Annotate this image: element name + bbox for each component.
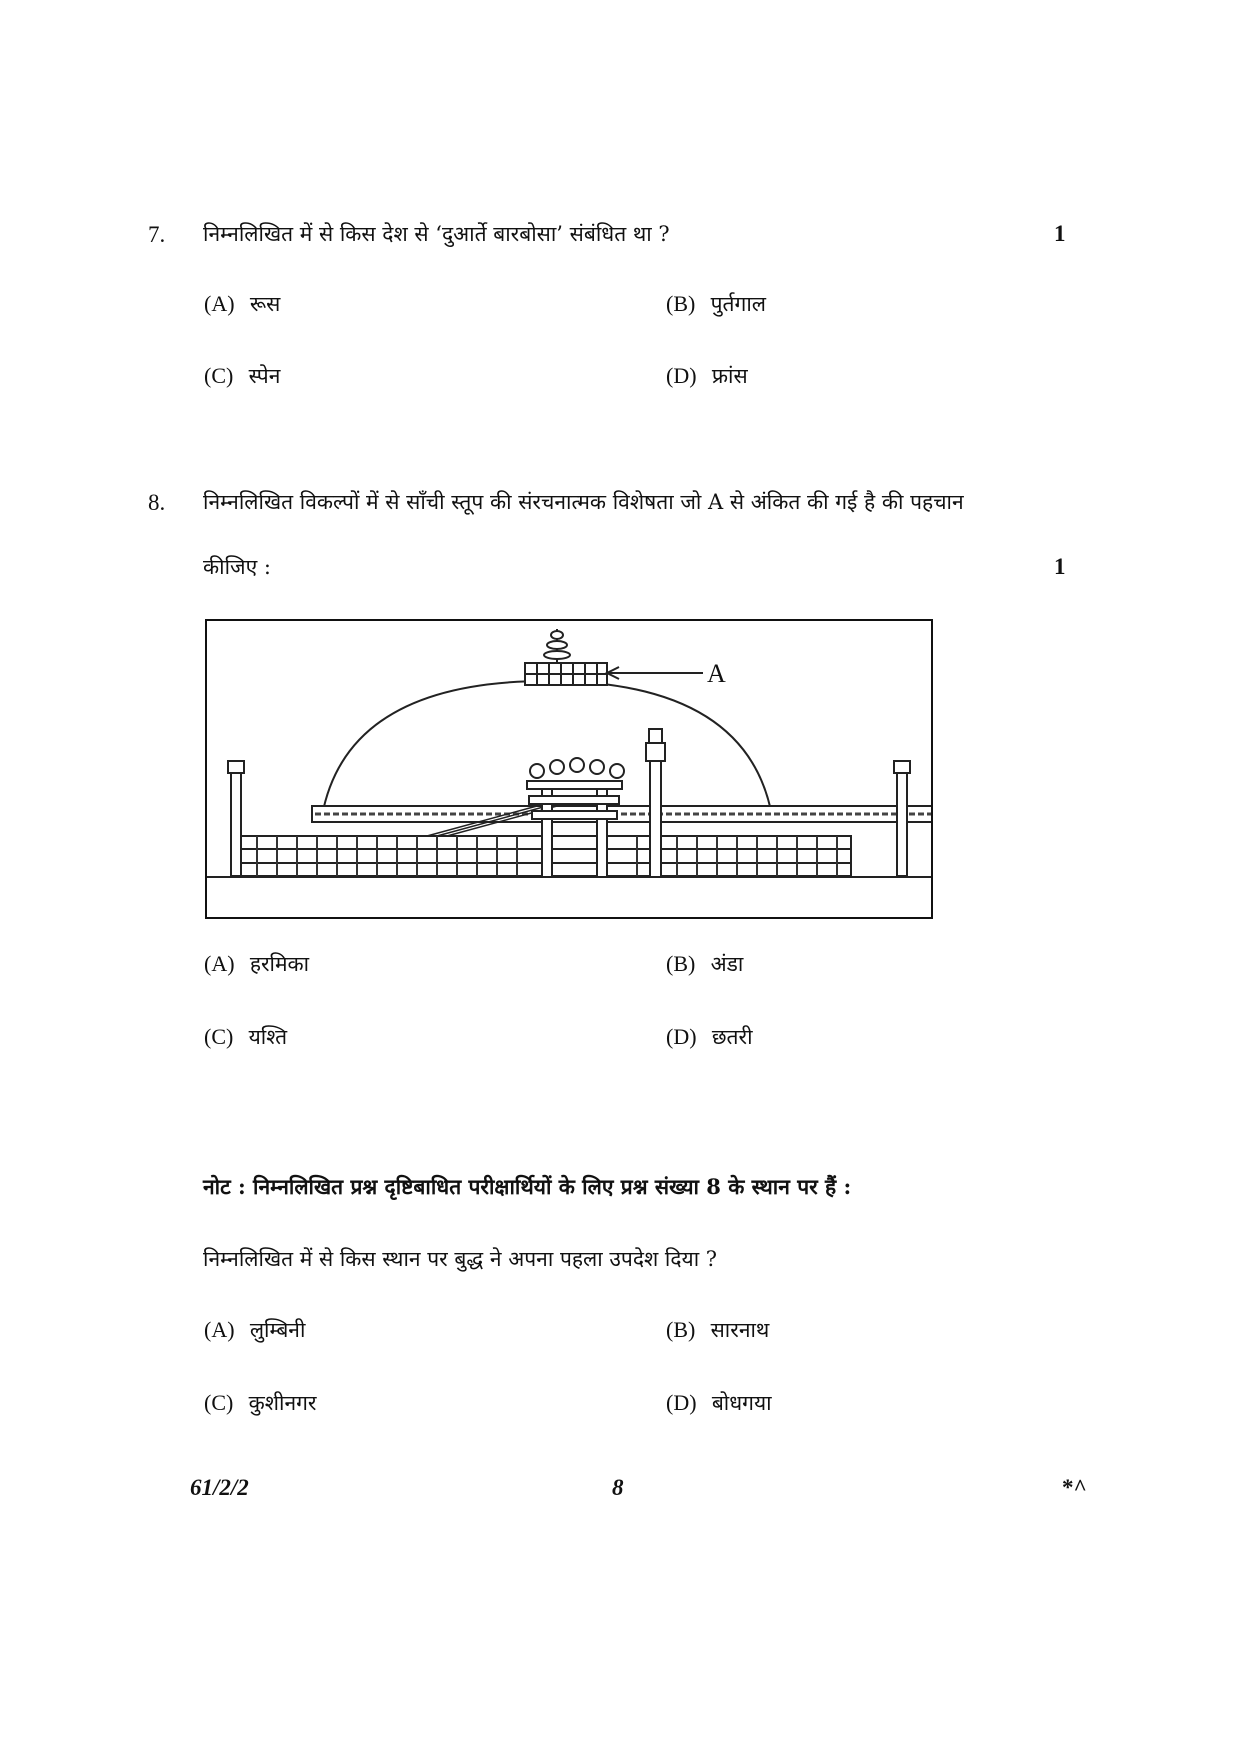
- chhatri: [544, 629, 570, 666]
- note-heading: नोट : निम्नलिखित प्रश्न दृष्टिबाधित परीक्षार्थियों के लिए प्रश्न संख्या 8 के स्थान पर हैं :: [203, 1174, 852, 1199]
- note-option-c[interactable]: [204, 1389, 317, 1417]
- option-label: (B): [666, 951, 696, 976]
- footer-mark: *^: [1062, 1475, 1087, 1500]
- q8-marks: 1: [1054, 554, 1066, 579]
- note-question-text: निम्नलिखित में से किस स्थान पर बुद्ध ने अपना पहला उपदेश दिया ?: [203, 1247, 718, 1271]
- pillar: [646, 729, 665, 877]
- sanchi-stupa-figure: [205, 619, 933, 919]
- option-label: (C): [204, 1024, 234, 1049]
- q7-option-c[interactable]: [204, 362, 280, 390]
- option-text: बोधगया: [711, 1391, 772, 1415]
- option-text: लुम्बिनी: [249, 1318, 306, 1342]
- option-text: रूस: [249, 292, 281, 316]
- option-text: स्पेन: [248, 364, 281, 388]
- option-label: (A): [204, 291, 235, 316]
- note-option-b[interactable]: [666, 1316, 769, 1344]
- paper-code: 61/2/2: [190, 1475, 249, 1500]
- option-label: (D): [666, 1390, 697, 1415]
- option-label: (D): [666, 1024, 697, 1049]
- stupa-illustration: [207, 621, 931, 917]
- option-text: यश्ति: [248, 1025, 288, 1049]
- q7-option-a[interactable]: [204, 290, 280, 318]
- option-label: (A): [204, 951, 235, 976]
- option-label: (B): [666, 1317, 696, 1342]
- option-text: फ्रांस: [711, 364, 748, 388]
- torana: [527, 758, 624, 877]
- q8-option-c[interactable]: [204, 1023, 287, 1051]
- option-text: पुर्तगाल: [710, 292, 766, 316]
- q8-option-a[interactable]: [204, 950, 309, 978]
- q8-number: 8.: [148, 490, 166, 515]
- q7-option-b[interactable]: [666, 290, 766, 318]
- option-label: (C): [204, 1390, 234, 1415]
- q8-text-line1: निम्नलिखित विकल्पों में से साँची स्तूप की संरचनात्मक विशेषता जो A से अंकित की गई है की पहचान: [203, 490, 964, 514]
- option-text: छतरी: [711, 1025, 753, 1049]
- option-text: कुशीनगर: [248, 1391, 317, 1415]
- q7-option-d[interactable]: [666, 362, 748, 390]
- note-option-a[interactable]: [204, 1316, 305, 1344]
- q8-option-d[interactable]: [666, 1023, 753, 1051]
- q7-marks: 1: [1054, 221, 1066, 246]
- figure-label-a: A: [707, 659, 726, 688]
- option-label: (B): [666, 291, 696, 316]
- page-number: 8: [612, 1475, 624, 1500]
- q8-option-b[interactable]: [666, 950, 743, 978]
- q7-text: निम्नलिखित में से किस देश से ‘दुआर्ते बारबोसा’ संबंधित था ?: [203, 222, 670, 246]
- option-label: (A): [204, 1317, 235, 1342]
- note-option-d[interactable]: [666, 1389, 772, 1417]
- option-text: हरमिका: [249, 952, 310, 976]
- option-text: अंडा: [710, 952, 744, 976]
- option-label: (D): [666, 363, 697, 388]
- option-label: (C): [204, 363, 234, 388]
- harmika: [525, 663, 607, 685]
- q7-number: 7.: [148, 222, 166, 247]
- option-text: सारनाथ: [710, 1318, 770, 1342]
- q8-text-line2: कीजिए :: [203, 555, 271, 579]
